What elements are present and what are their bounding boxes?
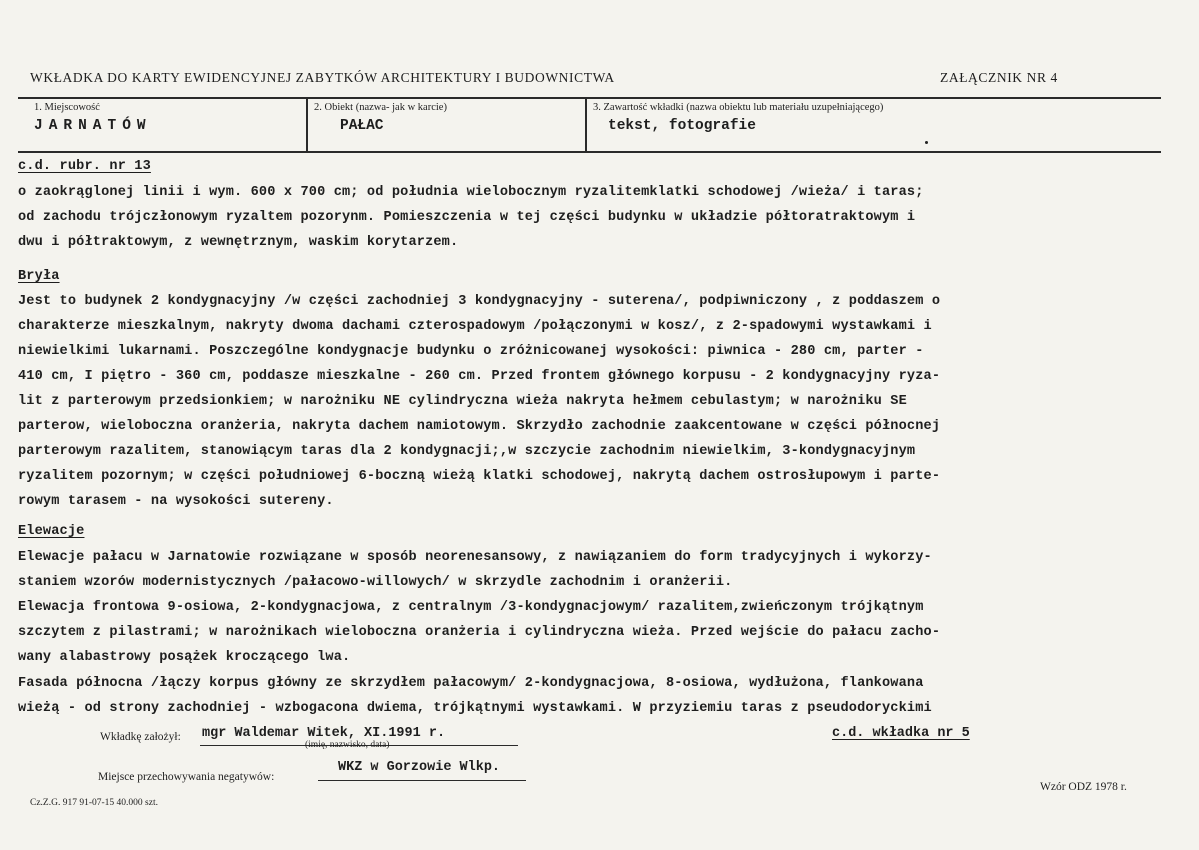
table-top-rule xyxy=(18,97,1161,99)
table-bottom-rule xyxy=(18,151,1161,153)
text-line: charakterze mieszkalnym, nakryty dwoma dachami czterospadowym /połączonymi w kosz/, z 2-spadowymi wystawkami i xyxy=(18,319,932,334)
section-heading-elewacje: Elewacje xyxy=(18,524,85,539)
text-line: wany alabastrowy posążek kroczącego lwa. xyxy=(18,650,351,665)
negatives-storage-label: Miejsce przechowywania negatywów: xyxy=(98,771,275,783)
author-value: mgr Waldemar Witek, XI.1991 r. xyxy=(202,726,446,741)
author-label: Wkładkę założył: xyxy=(100,731,181,743)
text-line: rowym tarasem - na wysokości sutereny. xyxy=(18,494,334,509)
text-line: lit z parterowym przedsionkiem; w narożniku NE cylindryczna wieża nakryta hełmem cebulastym; w narożniku SE xyxy=(18,394,907,409)
text-line: od zachodu trójczłonowym ryzaltem pozorynm. Pomieszczenia w tej części budynku w układzie półtoratraktowym i xyxy=(18,210,916,225)
form-model: Wzór ODZ 1978 r. xyxy=(1040,781,1127,793)
text-line: staniem wzorów modernistycznych /pałacowo-willowych/ w skrzydle zachodnim i oranżerii. xyxy=(18,575,733,590)
locality-label: 1. Miejscowość xyxy=(34,102,100,113)
text-line: niewielkimi lukarnami. Poszczególne kondygnacje budynku o zróżnicowanej wysokości: piwnica - 280 cm, parter - xyxy=(18,344,924,359)
object-label: 2. Obiekt (nazwa- jak w karcie) xyxy=(314,102,447,113)
text-line: wieżą - od strony zachodniej - wzbogacona dwiema, trójkątnymi wystawkami. W przyziemiu taras z pseudodoryckimi xyxy=(18,701,932,716)
author-hint: (imię, nazwisko, data) xyxy=(305,740,390,750)
table-divider-2 xyxy=(585,97,587,153)
continuation-heading: c.d. rubr. nr 13 xyxy=(18,159,151,174)
table-divider-1 xyxy=(306,97,308,153)
contents-value: tekst, fotografie xyxy=(608,118,756,134)
contents-label: 3. Zawartość wkładki (nazwa obiektu lub materiału uzupełniającego) xyxy=(593,102,884,113)
annex-number: ZAŁĄCZNIK NR 4 xyxy=(940,70,1058,85)
storage-line xyxy=(318,780,526,781)
form-title: WKŁADKA DO KARTY EWIDENCYJNEJ ZABYTKÓW ARCHITEKTURY I BUDOWNICTWA xyxy=(30,70,615,85)
text-line: Elewacja frontowa 9-osiowa, 2-kondygnacjowa, z centralnym /3-kondygnacjowym/ razalitem,zwieńczonym trójkątnym xyxy=(18,600,924,615)
text-line: parterow, wieloboczna oranżeria, nakryta dachem namiotowym. Skrzydło zachodnie zaakcentowane w części północnej xyxy=(18,419,941,434)
negatives-storage-value: WKZ w Gorzowie Wlkp. xyxy=(338,760,501,775)
text-line: szczytem z pilastrami; w narożnikach wieloboczna oranżeria i cylindryczna wieża. Przed wejście do pałacu zacho- xyxy=(18,625,941,640)
object-value: PAŁAC xyxy=(340,118,384,134)
text-line: o zaokrąglonej linii i wym. 600 x 700 cm; od południa wielobocznym ryzalitemklatki schodowej /wieża/ i taras; xyxy=(18,185,924,200)
text-line: Jest to budynek 2 kondygnacyjny /w części zachodniej 3 kondygnacyjny - suterena/, podpiwniczony , z poddaszem o xyxy=(18,294,941,309)
text-line: Elewacje pałacu w Jarnatowie rozwiązane w sposób neorenesansowy, z nawiązaniem do form tradycyjnych i wykorzy- xyxy=(18,550,932,565)
text-line: dwu i półtraktowym, z wewnętrznym, waskim korytarzem. xyxy=(18,235,459,250)
text-line: Fasada północna /łączy korpus główny ze skrzydłem pałacowym/ 2-kondygnacjowa, 8-osiowa, wydłużona, flankowana xyxy=(18,676,924,691)
locality-value: JARNATÓW xyxy=(34,118,152,134)
text-line: parterowym razalitem, stanowiącym taras dla 2 kondygnacji;,w szczycie zachodnim niewielkim, 3-kondygnacyjnym xyxy=(18,444,916,459)
text-line: ryzalitem pozornym; w części południowej 6-boczną wieżą klatki schodowej, nakrytą dachem ostrosłupowym i parte- xyxy=(18,469,941,484)
stray-mark xyxy=(925,141,928,144)
next-insert-reference: c.d. wkładka nr 5 xyxy=(832,726,970,741)
print-info: Cz.Z.G. 917 91-07-15 40.000 szt. xyxy=(30,798,158,808)
text-line: 410 cm, I piętro - 360 cm, poddasze mieszkalne - 260 cm. Przed frontem głównego korpusu - 2 kondygnacyjny ryza- xyxy=(18,369,941,384)
section-heading-bryla: Bryła xyxy=(18,269,60,284)
